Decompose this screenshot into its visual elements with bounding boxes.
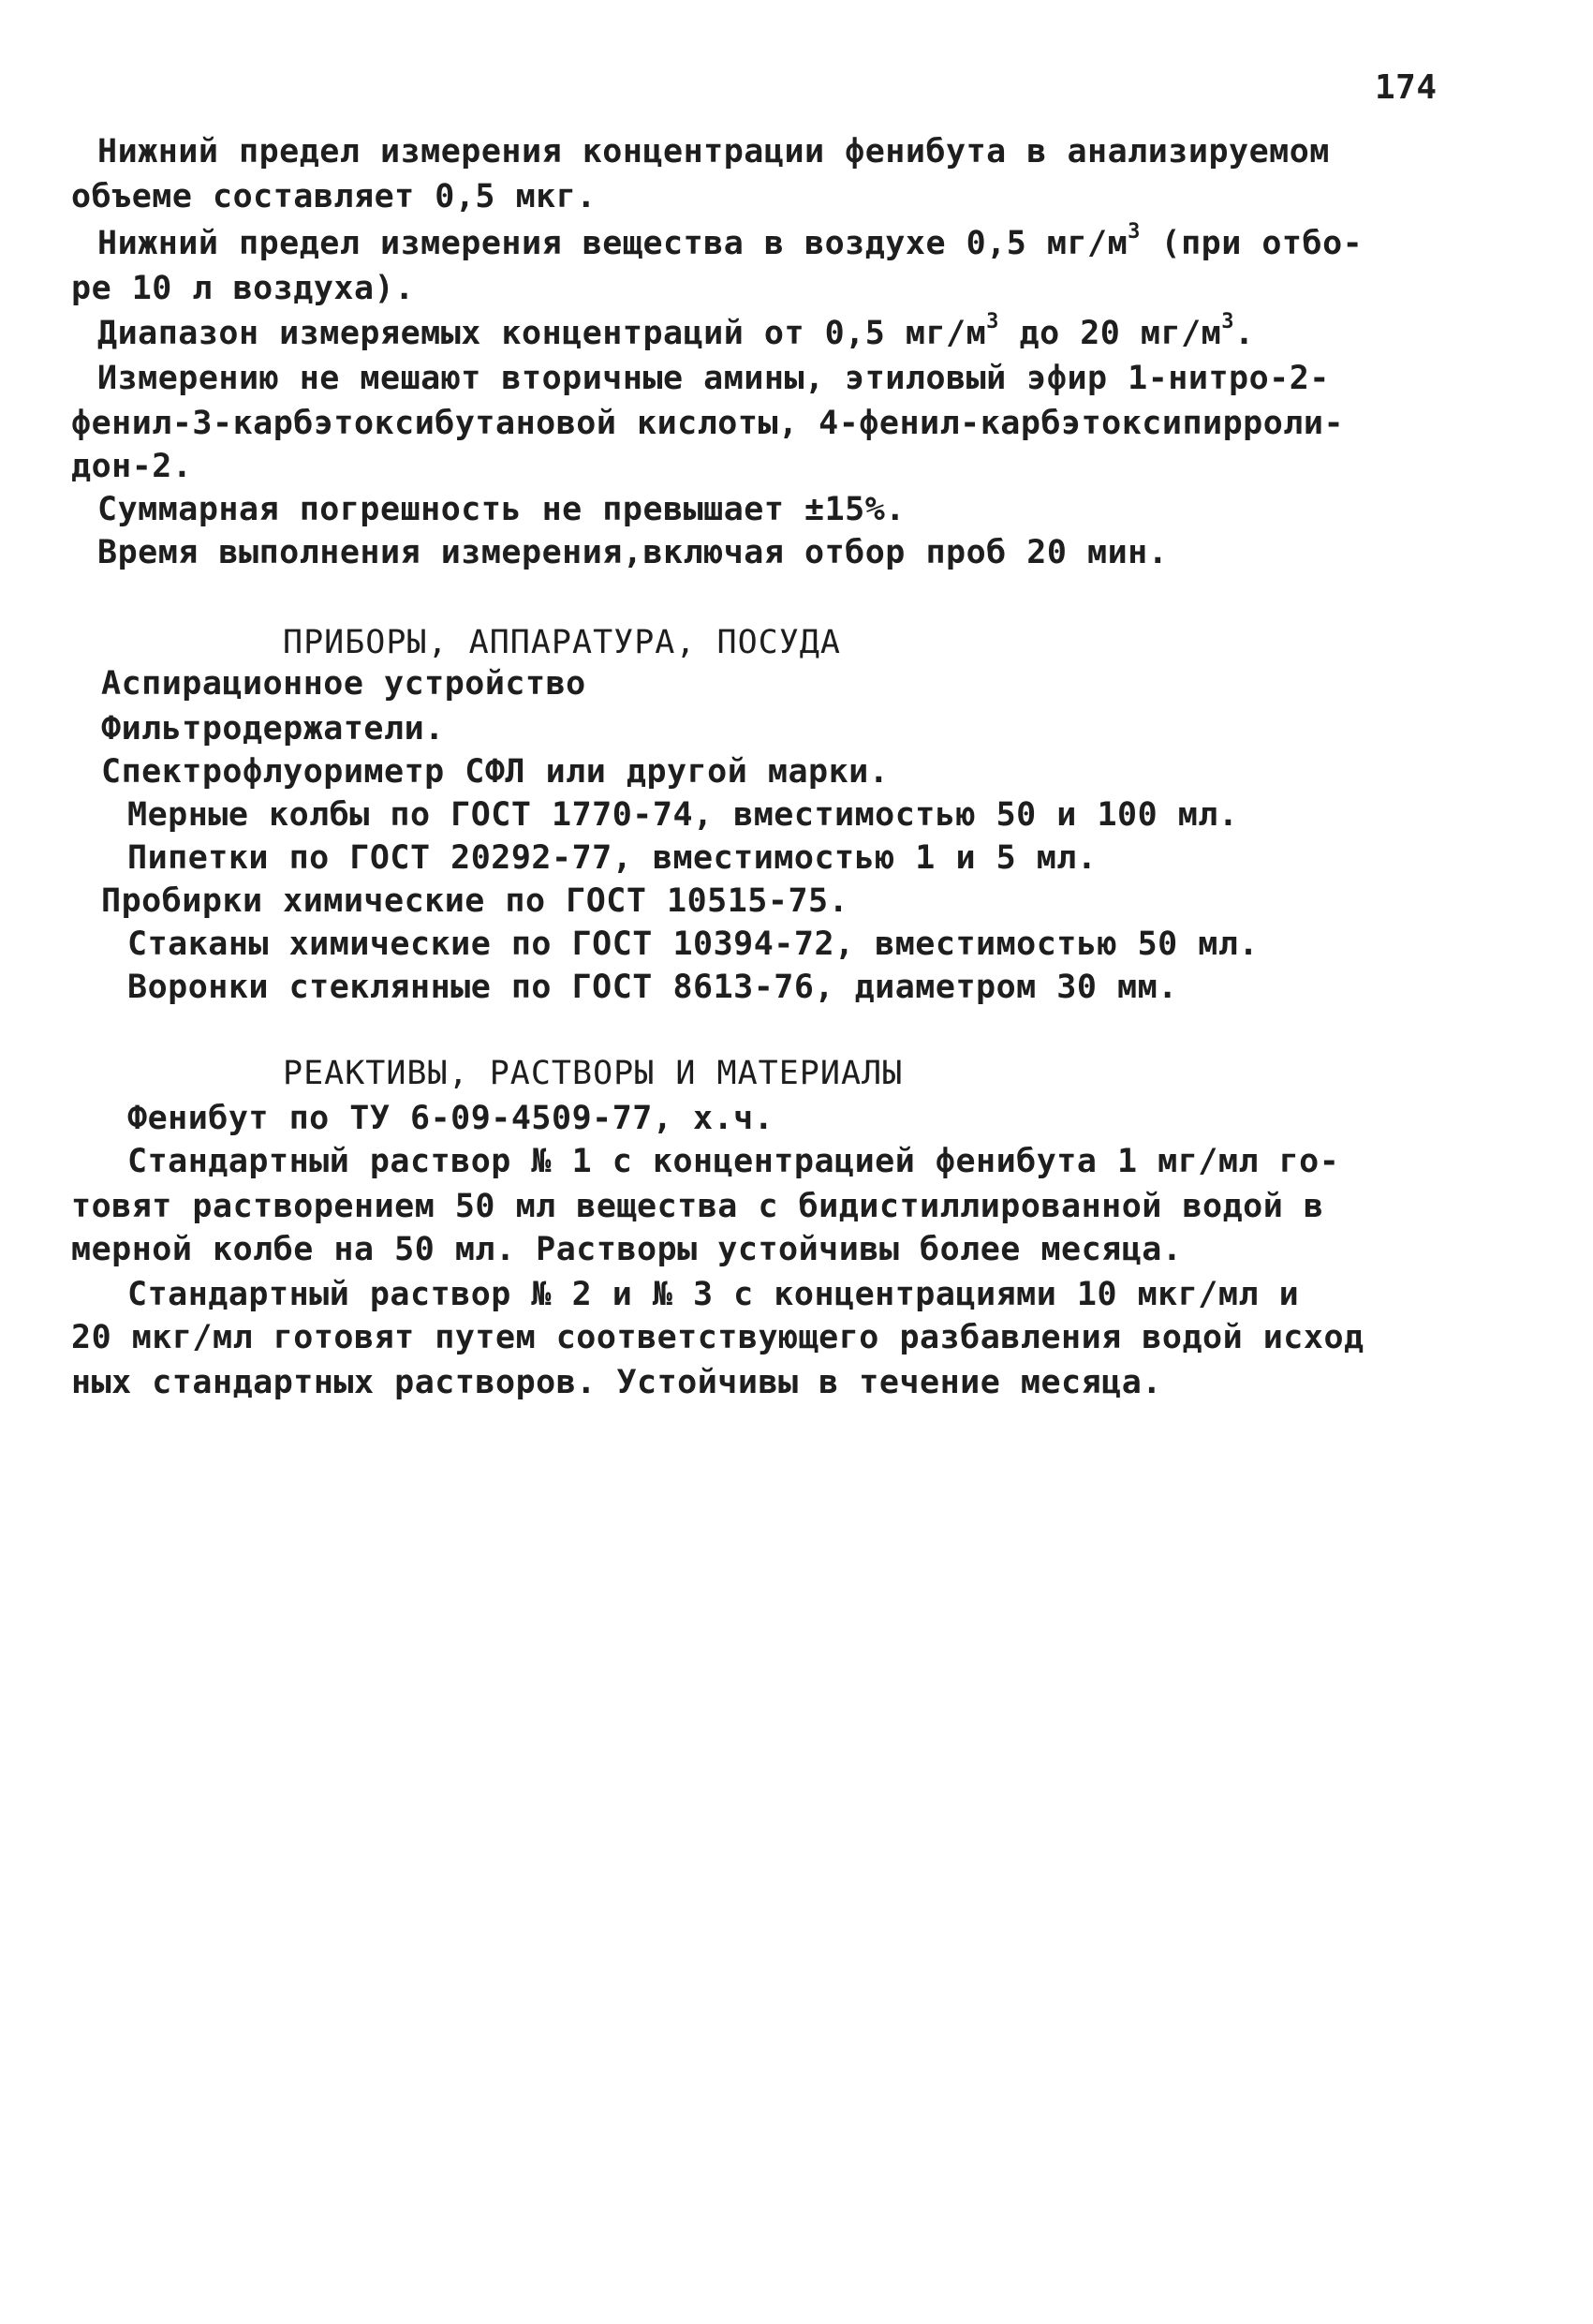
list-item: Аспирационное устройство — [101, 665, 586, 703]
page-number: 174 — [1375, 68, 1438, 107]
text-line: фенил-3-карбэтоксибутановой кислоты, 4-фенил-карбэтоксипирроли- — [71, 405, 1345, 442]
list-item: Пипетки по ГОСТ 20292-77, вместимостью 1 и 5 мл. — [127, 839, 1098, 877]
text-line: Стандартный раствор № 2 и № 3 с концентрациями 10 мкг/мл и — [127, 1276, 1300, 1313]
list-item: Стаканы химические по ГОСТ 10394-72, вместимостью 50 мл. — [127, 925, 1260, 963]
section-heading: ПРИБОРЫ, АППАРАТУРА, ПОСУДА — [283, 624, 841, 661]
text-line: объеме составляет 0,5 мкг. — [71, 178, 597, 215]
list-item: Воронки стеклянные по ГОСТ 8613-76, диаметром 30 мм. — [127, 969, 1178, 1006]
text-line: Стандартный раствор № 1 с концентрацией фенибута 1 мг/мл го- — [127, 1143, 1340, 1180]
text-line: Время выполнения измерения,включая отбор проб 20 мин. — [97, 534, 1169, 571]
text-line: товят растворением 50 мл вещества с бидистиллированной водой в — [71, 1188, 1324, 1225]
list-item: Мерные колбы по ГОСТ 1770-74, вместимостью 50 и 100 мл. — [127, 796, 1239, 834]
text-line: дон-2. — [71, 448, 193, 485]
text-line: Диапазон измеряемых концентраций от 0,5 $мг/м^3$ до 20 $мг/м^3$. — [97, 310, 1255, 352]
text-line: Суммарная погрешность не превышает ±15%. — [97, 491, 906, 528]
list-item: Спектрофлуориметр СФЛ или другой марки. — [101, 753, 890, 791]
text-line: Нижний предел измерения концентрации фенибута в анализируемом — [97, 133, 1330, 170]
text-line: мерной колбе на 50 мл. Растворы устойчивы более месяца. — [71, 1231, 1183, 1268]
text-line: ре 10 л воздуха). — [71, 270, 415, 307]
list-item: Фильтродержатели. — [101, 710, 445, 748]
text-line: Фенибут по ТУ 6-09-4509-77, х.ч. — [127, 1100, 774, 1137]
list-item: Пробирки химические по ГОСТ 10515-75. — [101, 882, 849, 920]
text-line: ных стандартных растворов. Устойчивы в течение месяца. — [71, 1364, 1162, 1401]
text-line: 20 мкг/мл готовят путем соответствующего разбавления водой исход — [71, 1319, 1364, 1356]
text-line: Измерению не мешают вторичные амины, этиловый эфир 1-нитро-2- — [97, 360, 1330, 397]
text-line: Нижний предел измерения вещества в воздухе 0,5 $мг/м^3$ (при отбо- — [97, 220, 1364, 262]
section-heading: РЕАКТИВЫ, РАСТВОРЫ И МАТЕРИАЛЫ — [283, 1055, 904, 1092]
